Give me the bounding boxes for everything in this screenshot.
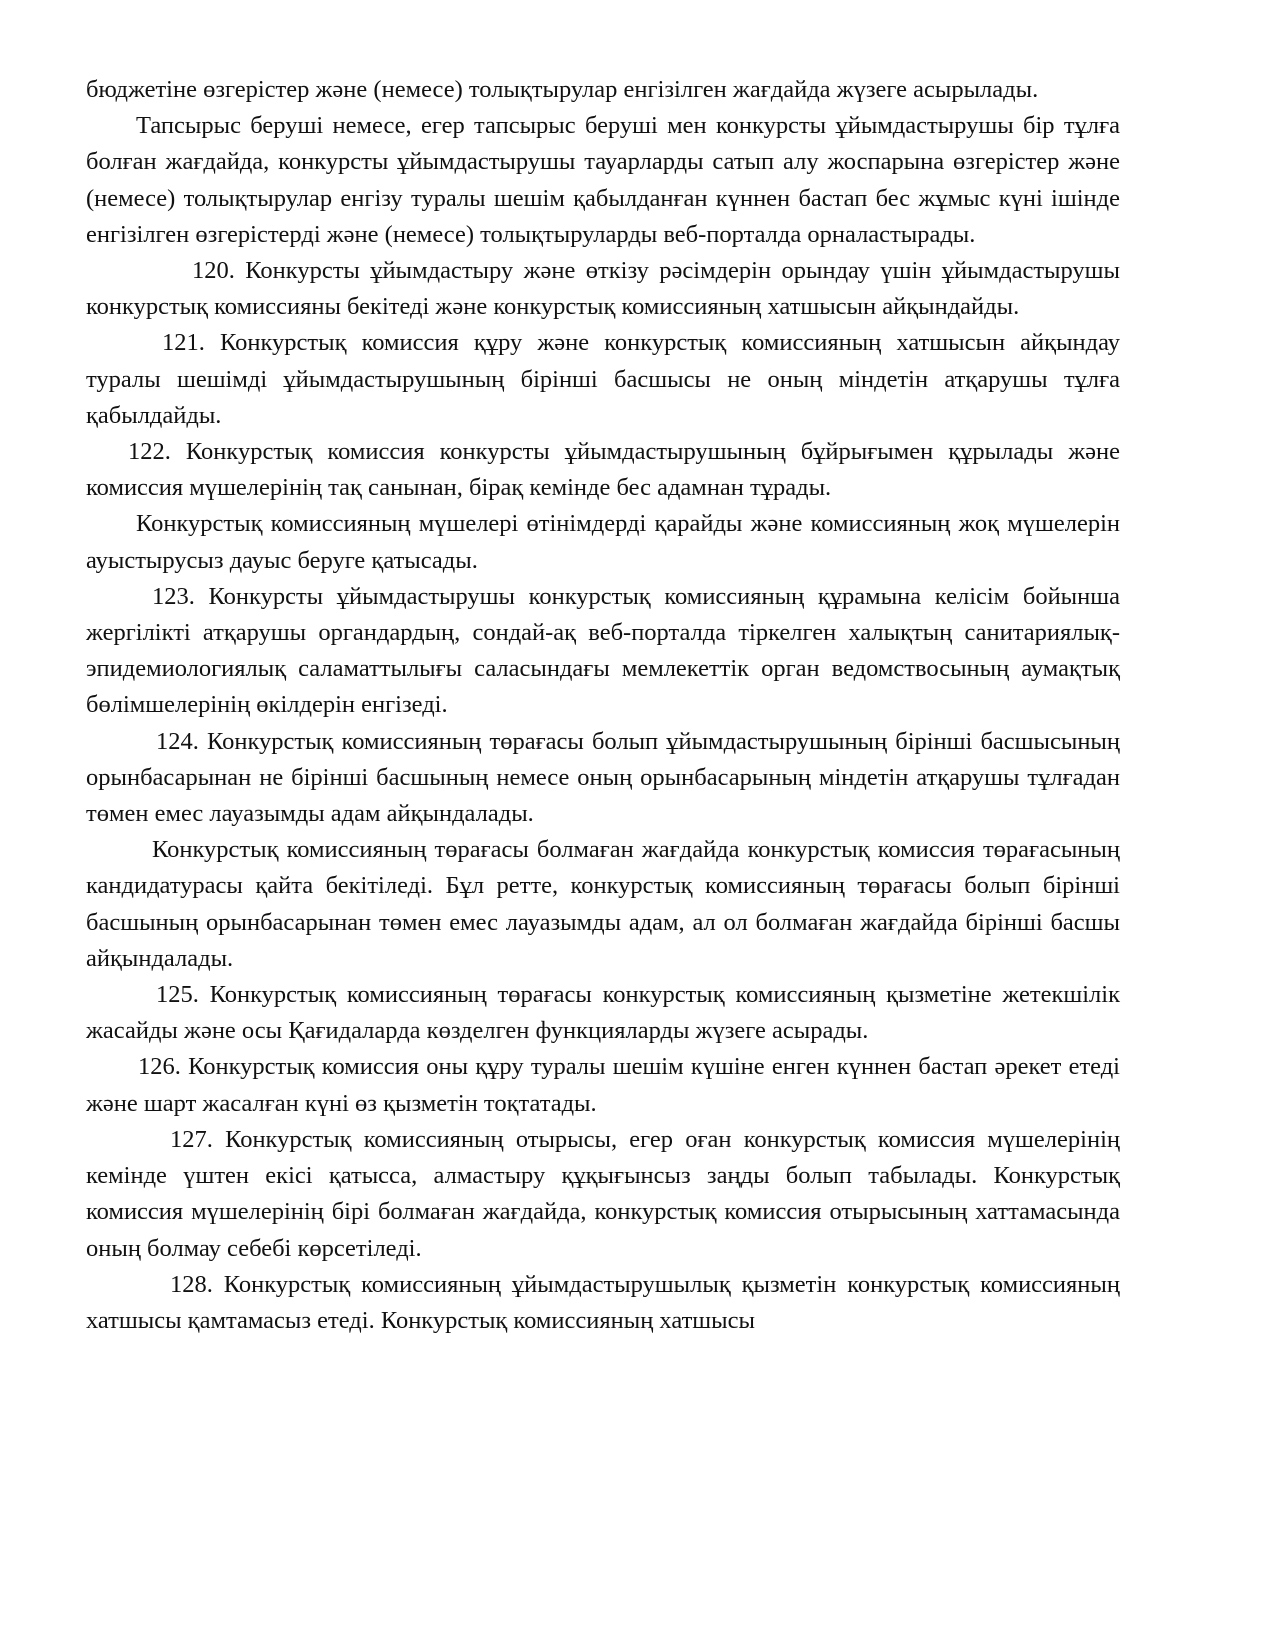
- paragraph-128: 128. Конкурстық комиссияның ұйымдастырушылық қызметін конкурстық комиссияның хатшысы қамтамасыз етеді. Конкурстық комиссияның хатшысы: [86, 1270, 1120, 1334]
- paragraph-122: 122. Конкурстық комиссия конкурсты ұйымдастырушының бұйрығымен құрылады және комиссия мүшелерінің тақ санынан, бірақ кемінде бес адамнан тұрады.: [86, 438, 1120, 502]
- paragraph-120: 120. Конкурсты ұйымдастыру және өткізу рәсімдерін орындау үшін ұйымдастырушы конкурстық комиссияны бекітеді және конкурстық комиссияның хатшысын айқындайды.: [86, 257, 1120, 321]
- paragraph-122-members: Конкурстық комиссияның мүшелері өтінімдерді қарайды және комиссияның жоқ мүшелерін ауыстырусыз дауыс беруге қатысады.: [86, 510, 1120, 574]
- paragraph-127: 127. Конкурстық комиссияның отырысы, егер оған конкурстық комиссия мүшелерінің кемінде үштен екісі қатысса, алмастыру құқығынсыз заңды болып табылады. Конкурстық комиссия мүшелерінің бірі болмаған жағдайда, конкурстық комиссия отырысының хаттамасында оның болмау себебі көрсетіледі.: [86, 1125, 1120, 1262]
- paragraph-124: 124. Конкурстық комиссияның төрағасы болып ұйымдастырушының бірінші басшысының орынбасарынан не бірінші басшының немесе оның орынбасарының міндетін атқарушы тұлғадан төмен емес лауазымды адам айқындалады.: [86, 727, 1120, 828]
- paragraph-123: 123. Конкурсты ұйымдастырушы конкурстық комиссияның құрамына келісім бойынша жергілікті атқарушы органдардың, сондай-ақ веб-порталда тіркелген халықтың санитариялық-эпидемиологиялық саламаттылығы саласындағы мемлекеттік орган ведомствосының аумақтық бөлімшелерінің өкілдерін енгізеді.: [86, 582, 1120, 719]
- paragraph-124-chairman-absent: Конкурстық комиссияның төрағасы болмаған жағдайда конкурстық комиссия төрағасының кандидатурасы қайта бекітіледі. Бұл ретте, конкурстық комиссияның төрағасы болып бірінші басшының орынбасарынан төмен емес лауазымды адам, ал ол болмаған жағдайда бірінші басшы айқындалады.: [86, 836, 1120, 972]
- paragraph-budget-changes: бюджетіне өзгерістер және (немесе) толықтырулар енгізілген жағдайда жүзеге асырылады.: [86, 76, 1039, 103]
- paragraph-121: 121. Конкурстық комиссия құру және конкурстық комиссияның хатшысын айқындау туралы шешімді ұйымдастырушының бірінші басшысы не оның міндетін атқарушы тұлға қабылдайды.: [86, 329, 1120, 429]
- document-page: [86, 72, 1120, 1339]
- paragraph-plan-changes: Тапсырыс беруші немесе, егер тапсырыс беруші мен конкурсты ұйымдастырушы бір тұлға болған жағдайда, конкурсты ұйымдастырушы тауарларды сатып алу жоспарына өзгерістер және (немесе) толықтырулар енгізу туралы шешім қабылданған күннен бастап бес жұмыс күні ішінде енгізілген өзгерістерді және (немесе) толықтыруларды веб-порталда орналастырады.: [86, 112, 1120, 248]
- paragraph-126: 126. Конкурстық комиссия оны құру туралы шешім күшіне енген күннен бастап әрекет етеді және шарт жасалған күні өз қызметін тоқтатады.: [86, 1053, 1120, 1117]
- paragraph-125: 125. Конкурстық комиссияның төрағасы конкурстық комиссияның қызметіне жетекшілік жасайды және осы Қағидаларда көзделген функцияларды жүзеге асырады.: [86, 981, 1120, 1045]
